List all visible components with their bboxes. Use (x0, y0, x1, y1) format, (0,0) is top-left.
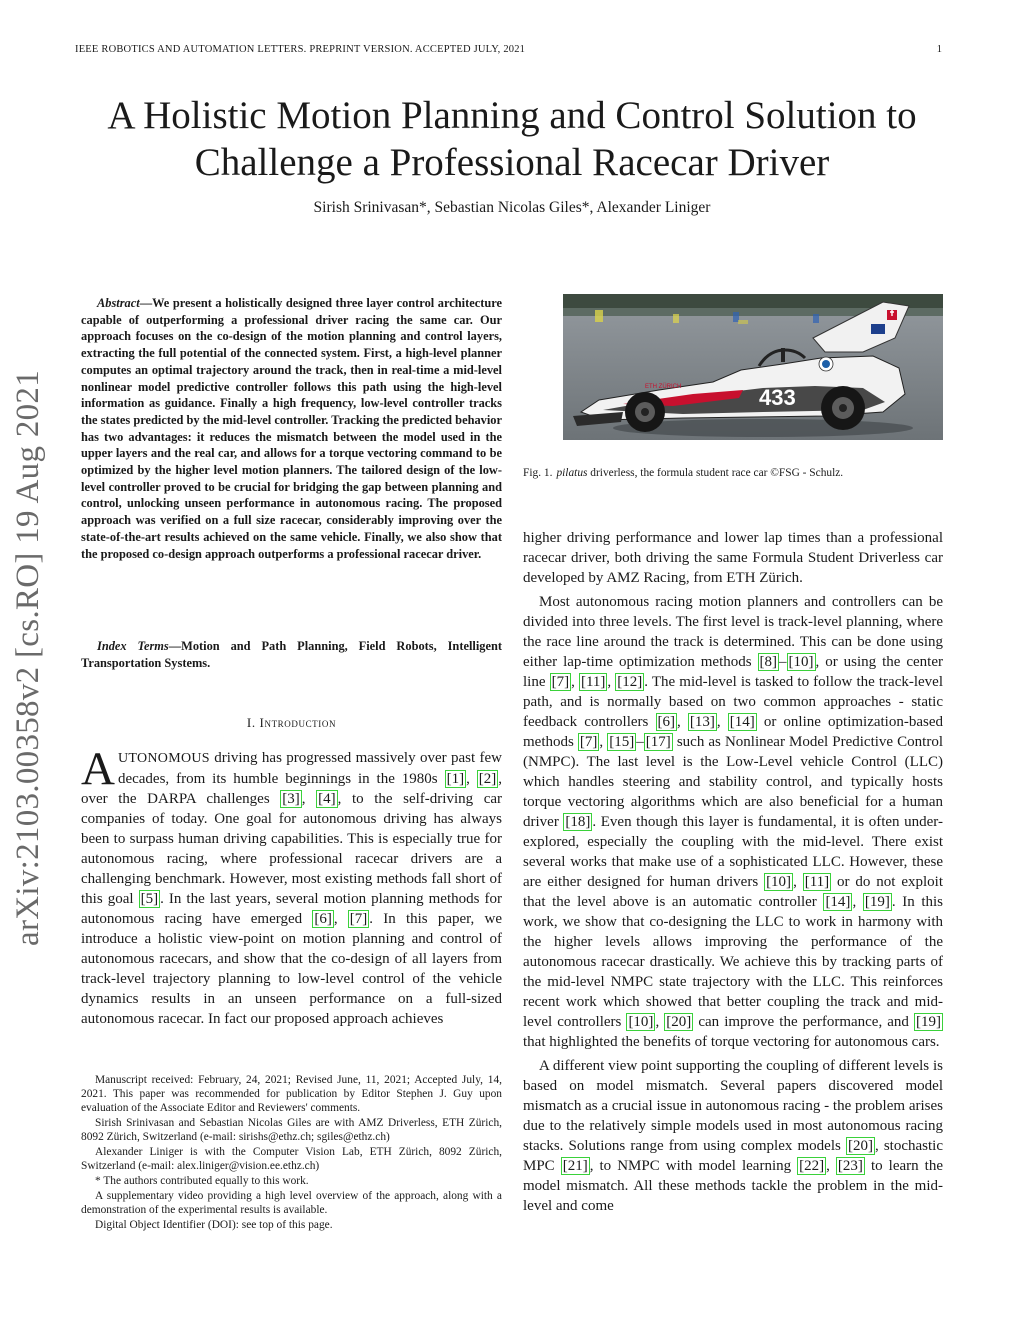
paragraph-text: , (716, 714, 728, 730)
citation-link[interactable]: [3] (282, 791, 300, 807)
paragraph-text: – (636, 734, 644, 750)
citation-link[interactable]: [11] (804, 874, 830, 890)
footnote-affiliation-2: Alexander Liniger is with the Computer Vision Lab, ETH Zürich, 8092 Zürich, Switzerland (e-mail: alex.liniger@vision.ee.ethz.ch) (81, 1146, 502, 1172)
index-terms-text: Motion and Path Planning, Field Robots, Intelligent Transportation Systems. (81, 639, 502, 670)
intro-paragraph (81, 743, 503, 1029)
figure-race-car (563, 294, 943, 440)
citation-link[interactable]: [1] (446, 771, 465, 787)
citation-link[interactable]: [4] (318, 791, 336, 807)
paragraph-text: , (607, 674, 616, 690)
figure-label: Fig. 1. (523, 467, 553, 479)
paragraph-text: – (779, 654, 787, 670)
paragraph-text: , (599, 734, 608, 750)
paragraph-text: such as Nonlinear Model Predictive Control (NMPC). The last level is the Low-Level vehicle Control (LLC) which handles steering and stability control, and typically hosts torque vectoring algorithms which are also beneficial for a human driver (523, 734, 943, 830)
intro-text: driving has progressed massively over past few decades, from its humble beginnings in the 1980s (117, 750, 502, 787)
citation-link[interactable]: [8] (759, 654, 778, 670)
dropcap: A (81, 743, 115, 795)
citation-link[interactable]: [14] (729, 714, 755, 730)
citation-link[interactable]: [2] (478, 771, 497, 787)
index-terms (81, 638, 502, 671)
figure-caption-text: driverless, the formula student race car ©FSG - Schulz. (587, 467, 844, 479)
arxiv-identifier: arXiv:2103.00358v2 [cs.RO] 19 Aug 2021 (10, 369, 46, 947)
paragraph-text: , (826, 1158, 836, 1174)
paragraph-three-levels (523, 592, 943, 1052)
paragraph-text: , stochastic MPC (523, 1138, 943, 1174)
intro-text: . In this paper, we introduce a holistic view-point on motion planning and control of autonomous racecars, and show that the co-design of all layers from track-level trajectory planning to low-level control of the vehicle dynamics results in an unseen performance on a full-sized autonomous racecar. In fact our proposed approach achieves (81, 911, 502, 1027)
paragraph-text: . The mid-level is tasked to follow the track-level path, and is normally based on two common approaches - static feedback controllers (523, 674, 944, 730)
citation-link[interactable]: [11] (580, 674, 606, 690)
section-title: Introduction (259, 715, 337, 730)
figure-caption (523, 466, 943, 480)
citation-link[interactable]: [23] (837, 1158, 863, 1174)
citation-link[interactable]: [10] (788, 654, 814, 670)
citation-link[interactable]: [10] (766, 874, 792, 890)
race-car-illustration (563, 294, 943, 440)
paragraph-text: Most autonomous racing motion planners and controllers can be divided into three levels. The first level is track-level planning, where the race line around the track is determined. This can be done using either lap-time optimization methods (523, 594, 943, 670)
citation-link[interactable]: [20] (666, 1014, 692, 1030)
intro-text: , (301, 791, 317, 807)
citation-link[interactable]: [5] (140, 891, 159, 907)
section-number: I. (246, 715, 256, 730)
paragraph-text: , (852, 894, 863, 910)
index-terms-lead: Index Terms (97, 639, 169, 653)
paragraph-text: or online optimization-based methods (523, 714, 943, 750)
citation-link[interactable]: [13] (689, 714, 715, 730)
paragraph-model-mismatch (523, 1056, 943, 1216)
citation-link[interactable]: [18] (565, 814, 591, 830)
footnote-received: Manuscript received: February, 24, 2021; Revised June, 11, 2021; Accepted July, 14, 2021. This paper was recommended for publication by Editor Stephen J. Guy upon evaluation of the Associate Editor and Reviewers' comments. (81, 1074, 502, 1114)
paragraph-text: , to NMPC with model learning (589, 1158, 798, 1174)
footnotes (81, 1073, 502, 1233)
citation-link[interactable]: [7] (349, 911, 368, 927)
running-head: IEEE ROBOTICS AND AUTOMATION LETTERS. PREPRINT VERSION. ACCEPTED JULY, 2021 (75, 44, 526, 55)
paragraph-text: . Even though this layer is fundamental, it is often under-explored, especially the coupling with the mid-level. There exist several works that make use of a sophisticated LLC. However, these are either designed for human drivers (523, 814, 943, 890)
intro-text: , (466, 771, 477, 787)
abstract (81, 295, 502, 562)
intro-text: , to the self-driving car companies of today. One goal for autonomous driving has always been to surpass human driving capabilities. This is especially true for autonomous racing, where professional racecar drivers are a challenging benchmark. However, most existing methods fall short of this goal (81, 791, 503, 907)
footnote-affiliation-1: Sirish Srinivasan and Sebastian Nicolas Giles are with AMZ Driverless, ETH Zürich, 8092 Zürich, Switzerland (e-mail: sirishs@ethz.ch; sgiles@ethz.ch) (81, 1117, 502, 1143)
paragraph-text: can improve the performance, and (693, 1014, 915, 1030)
citation-link[interactable]: [19] (864, 894, 890, 910)
citation-link[interactable]: [15] (609, 734, 635, 750)
citation-link[interactable]: [7] (579, 734, 598, 750)
intro-text: . In the last years, several motion planning methods for autonomous racing have emerged (81, 891, 502, 927)
intro-text: , over the DARPA challenges (81, 771, 503, 807)
paragraph-text: , or using the center line (523, 654, 943, 690)
section-heading-introduction (81, 715, 502, 731)
paragraph-text: , (677, 714, 688, 730)
citation-link[interactable]: [6] (657, 714, 675, 730)
citation-link[interactable]: [20] (847, 1138, 873, 1154)
paragraph-text: . In this work, we show that co-designing the LLC to work in harmony with the higher levels allows improving the performance of the autonomous racecar drastically. We achieve this by tracking parts of the mid-level NMPC state trajectory with the LLC. This reinforces recent work which showed that better coupling the track and mid-level controllers (523, 894, 944, 1030)
paragraph-text: or do not exploit that the level above is an automatic controller (523, 874, 944, 910)
car-number: 433 (759, 385, 796, 410)
citation-link[interactable]: [14] (825, 894, 851, 910)
citation-link[interactable]: [10] (628, 1014, 654, 1030)
paragraph-text: that highlighted the benefits of torque vectoring for autonomous cars. (523, 1034, 940, 1050)
citation-link[interactable]: [19] (916, 1014, 942, 1030)
car-sponsor: ETH ZÜRICH (645, 384, 682, 390)
abstract-text: We present a holistically designed three layer control architecture capable of outperforming a professional driver racing the same car. Our approach focuses on the co-design of the motion planning and control layers, extracting the full potential of the connected system. First, a high-level planner computes an optimal trajectory around the track, then in real-time a mid-level nonlinear model predictive controller follows this path using the high-level information as guidance. Finally a high frequency, low-level controller tracks the states predicted by the mid-level controller. Tracking the predicted behavior has two advantages: it reduces the mismatch between the model used in the upper layers and the real car, and allows for a torque vectoring command to be optimized by the higher level motion planners. The tailored design of the low-level controller proved to be crucial for bridging the gap between planning and control, unlocking unseen performance in autonomous racing. The proposed approach was verified on a full size racecar, considerably improving over the state-of-the-art results achieved on the same vehicle. Finally, we also show that the proposed co-design approach outperforms a professional racecar driver. (81, 296, 502, 561)
citation-link[interactable]: [12] (617, 674, 643, 690)
paragraph-text: , (571, 674, 579, 690)
page-number: 1 (936, 44, 942, 55)
intro-first-word: UTONOMOUS (117, 751, 210, 766)
paragraph-text: , (655, 1014, 665, 1030)
citation-link[interactable]: [21] (562, 1158, 588, 1174)
intro-text: , (333, 911, 348, 927)
author-list: Sirish Srinivasan*, Sebastian Nicolas Giles*, Alexander Liniger (313, 199, 711, 216)
paragraph-text: to learn the model mismatch. All these methods tackle the problem in the mid-level and come (523, 1158, 943, 1214)
index-terms-dash: — (168, 639, 182, 653)
paragraph-text: , (793, 874, 803, 890)
paragraph-text: A different view point supporting the coupling of different levels is based on model mismatch. Several papers discovered model mismatch as a crucial issue in autonomous racing - the problem arises due to the relatively simple models used in most autonomous racing stacks. Solutions range from using complex models (523, 1058, 943, 1154)
figure-car-name: pilatus (556, 467, 588, 479)
citation-link[interactable]: [6] (314, 911, 332, 927)
paragraph-continuation: higher driving performance and lower lap times than a professional racecar driver, both driving the same Formula Student Driverless car developed by AMZ Racing, from ETH Zürich. (523, 530, 943, 586)
abstract-lead: Abstract (97, 296, 140, 310)
paper-title: A Holistic Motion Planning and Control Solution to Challenge a Professional Racecar Driver (107, 94, 917, 184)
citation-link[interactable]: [17] (645, 734, 671, 750)
citation-link[interactable]: [22] (799, 1158, 825, 1174)
abstract-dash: — (139, 296, 153, 310)
footnote-equal-contribution: * The authors contributed equally to this work. (95, 1175, 309, 1187)
footnote-video: A supplementary video providing a high level overview of the approach, along with a demonstration of the experimental results is available. (81, 1190, 502, 1216)
footnote-doi: Digital Object Identifier (DOI): see top of this page. (95, 1219, 333, 1231)
right-column-text (523, 528, 943, 1220)
citation-link[interactable]: [7] (551, 674, 570, 690)
